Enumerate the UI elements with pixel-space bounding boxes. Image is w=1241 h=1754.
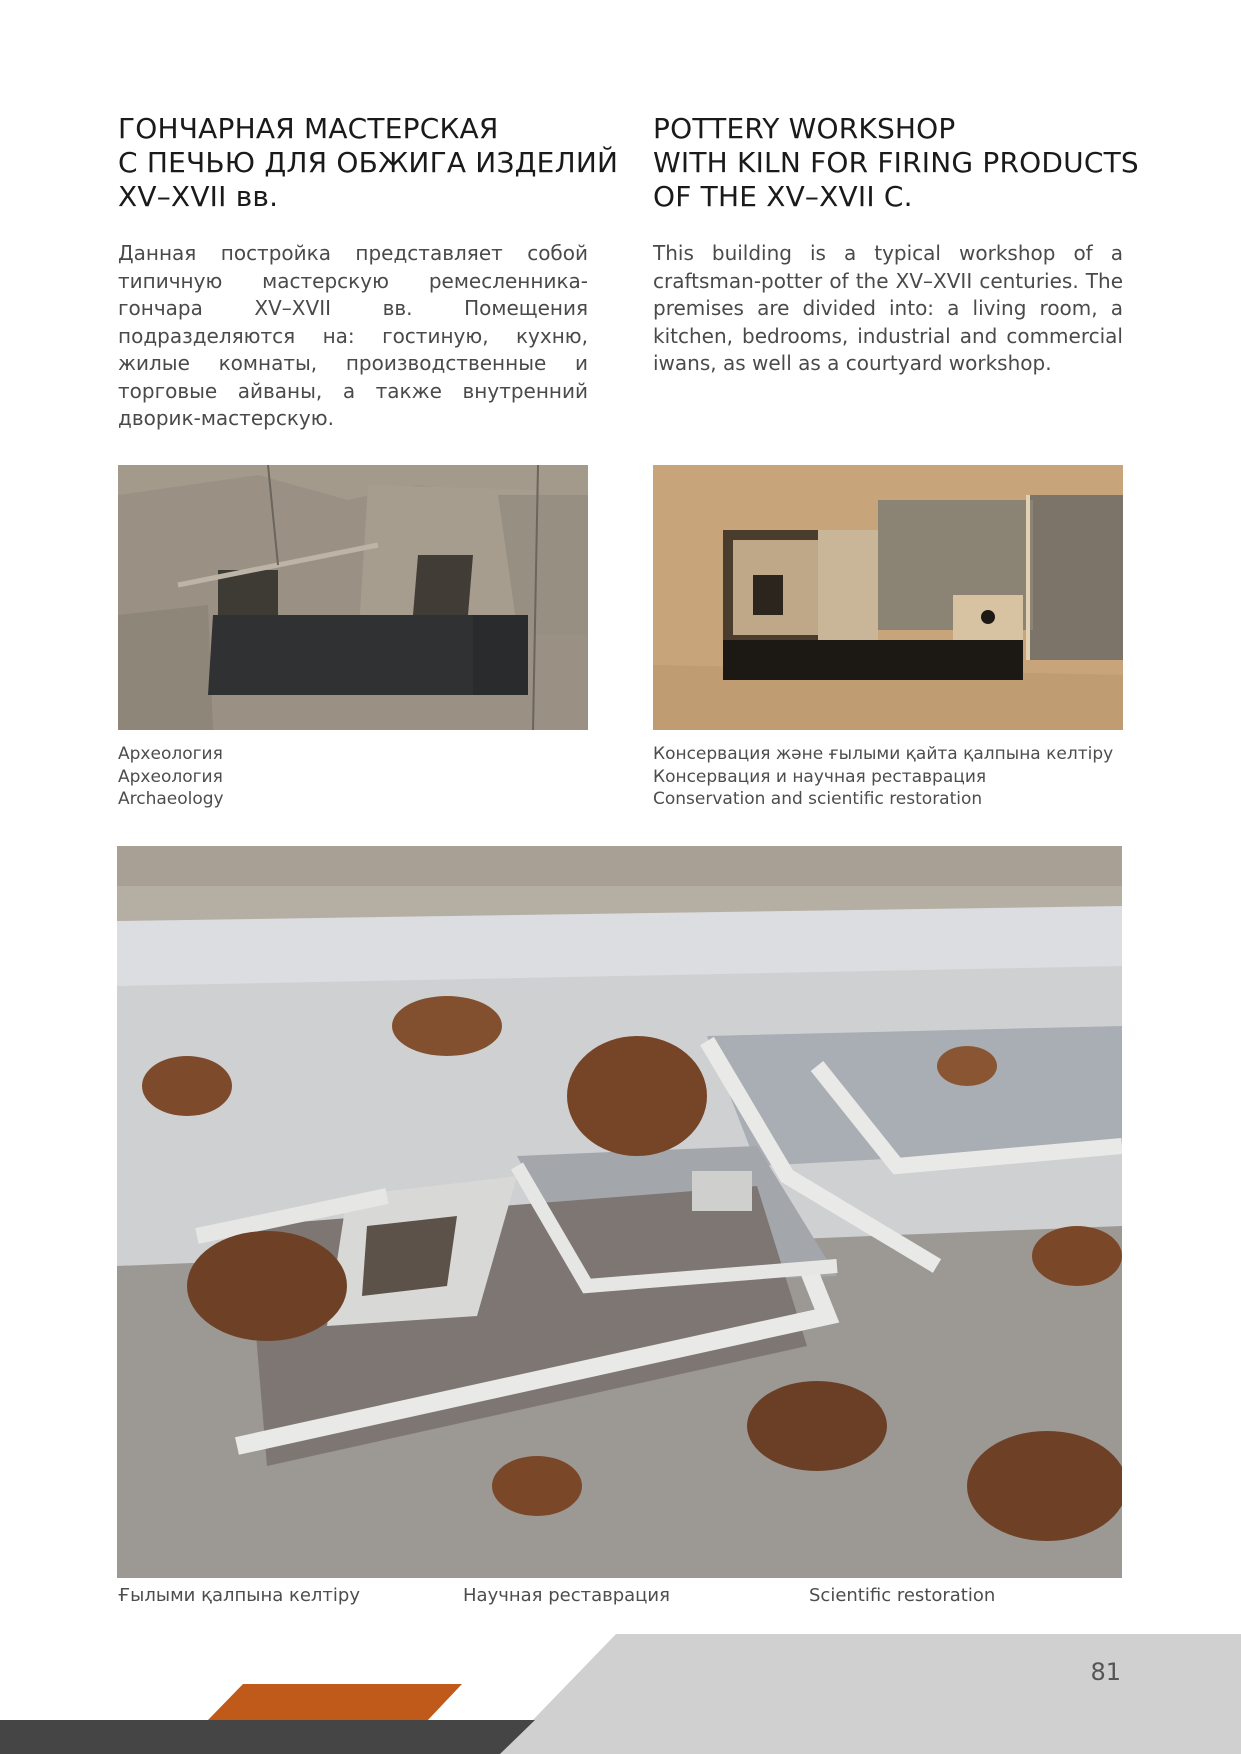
body-en: This building is a typical workshop of a craftsman-potter of the XV–XVII centuries. The premises are divided into: a living room, a kitchen, bedrooms, industrial and commercial iwans, as well as a courtyard workshop.	[653, 241, 1123, 375]
caption-restoration-ru: Научная реставрация	[463, 1585, 670, 1606]
title-ru	[118, 112, 619, 214]
caption-conservation-en: Conservation and scientific restoration	[653, 789, 983, 809]
caption-conservation-kk: Консервация және ғылыми қайта қалпына келтіру	[653, 744, 1114, 764]
conservation-photo	[653, 465, 1123, 730]
footer-light-band	[500, 1634, 1241, 1754]
body-ru: Данная постройка представляет собой типичную мастерскую ремесленника-гончара XV–XVII вв. Помещения подразделяются на: гостиную, кухню, жилые комнаты, производственные и торговые айваны, а также внутренний дворик-мастерскую.	[118, 241, 588, 430]
archaeology-photo	[118, 465, 588, 730]
title-ru-line-1: ГОНЧАРНАЯ МАСТЕРСКАЯ	[118, 112, 499, 145]
caption-restoration-en: Scientific restoration	[809, 1585, 996, 1606]
title-ru-line-3: XV–XVII вв.	[118, 180, 279, 213]
caption-conservation	[653, 743, 1113, 811]
page-number: 81	[1090, 1658, 1121, 1686]
caption-archaeology	[118, 743, 224, 811]
caption-archaeology-ru: Археология	[118, 766, 223, 787]
caption-restoration-kk: Ғылыми қалпына келтіру	[118, 1585, 360, 1606]
title-en-line-2: WITH KILN FOR FIRING PRODUCTS	[653, 146, 1139, 179]
caption-conservation-ru: Консервация и научная реставрация	[653, 766, 987, 787]
caption-archaeology-en: Archaeology	[118, 789, 224, 809]
footer-dark-band	[0, 1720, 535, 1754]
footer-accent-band	[208, 1684, 462, 1720]
title-ru-line-2: С ПЕЧЬЮ ДЛЯ ОБЖИГА ИЗДЕЛИЙ	[118, 146, 619, 179]
text-column-en	[653, 112, 1139, 378]
text-column-ru	[118, 112, 619, 433]
title-en-line-1: POTTERY WORKSHOP	[653, 112, 956, 145]
title-en-line-3: OF THE XV–XVII C.	[653, 180, 913, 213]
restoration-photo	[117, 846, 1122, 1578]
title-en	[653, 112, 1139, 214]
page-footer	[0, 1634, 1241, 1754]
caption-archaeology-kk: Археология	[118, 744, 223, 764]
